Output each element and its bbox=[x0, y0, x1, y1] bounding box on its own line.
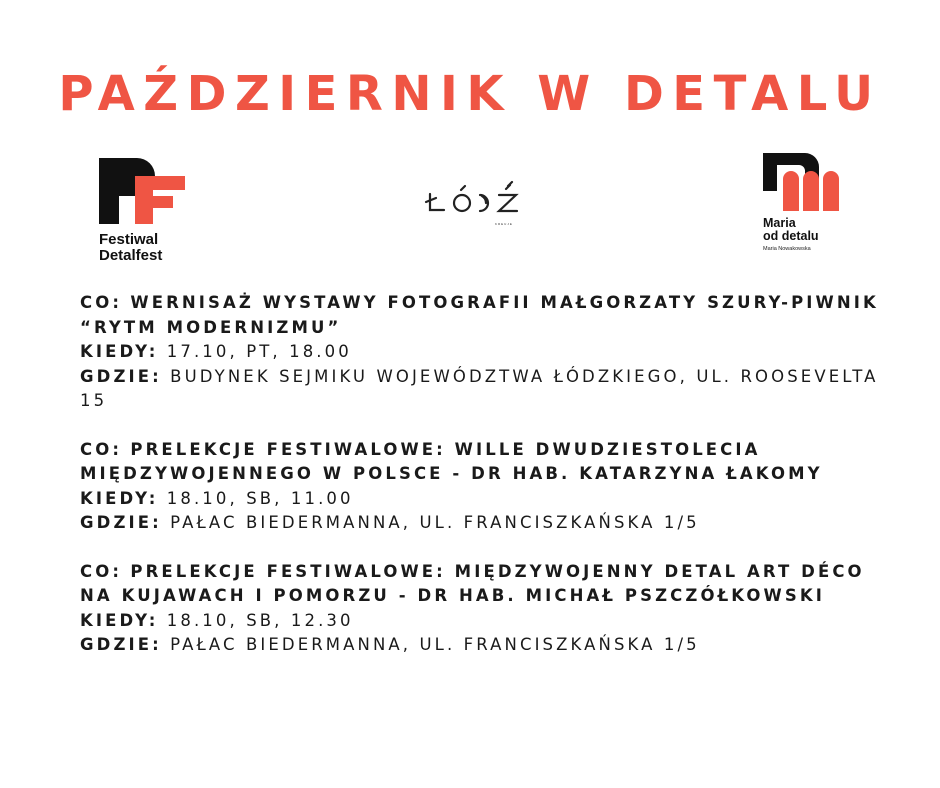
lodz-wordmark-icon bbox=[424, 180, 524, 222]
festiwal-logo-line1: Festiwal bbox=[99, 231, 159, 248]
maria-logo-line2: od detalu bbox=[763, 229, 819, 243]
event-item bbox=[80, 560, 880, 658]
kiedy-value: 18.10, SB, 12.30 bbox=[166, 610, 354, 630]
ff-monogram-icon bbox=[99, 158, 189, 228]
gdzie-label: GDZIE: bbox=[80, 635, 162, 654]
gdzie-value: BUDYNEK SEJMIKU WOJEWÓDZTWA ŁÓDZKIEGO, UL. ROOSEVELTA 15 bbox=[80, 366, 879, 410]
lodz-logo bbox=[424, 180, 524, 230]
co-value: WERNISAŻ WYSTAWY FOTOGRAFII MAŁGORZATY SZURY-PIWNIK “RYTM MODERNIZMU” bbox=[80, 293, 879, 337]
event-co bbox=[80, 560, 880, 609]
co-value: PRELEKCJE FESTIWALOWE: WILLE DWUDZIESTOLECIA MIĘDZYWOJENNEGO W POLSCE - DR HAB. KATARZYNA ŁAKOMY bbox=[80, 439, 823, 483]
event-kiedy bbox=[80, 340, 880, 365]
co-label: CO: bbox=[80, 293, 123, 312]
co-label: CO: bbox=[80, 439, 123, 459]
event-kiedy bbox=[80, 609, 880, 634]
event-gdzie bbox=[80, 365, 880, 414]
page-title: PAŹDZIERNIK W DETALU bbox=[58, 66, 882, 122]
kiedy-label: KIEDY: bbox=[80, 488, 159, 508]
gdzie-value: PAŁAC BIEDERMANNA, UL. FRANCISZKAŃSKA 1/5 bbox=[170, 513, 700, 532]
co-label: CO: bbox=[80, 561, 123, 581]
event-kiedy bbox=[80, 487, 880, 512]
events-list bbox=[80, 291, 880, 682]
lodz-logo-sub: KREUJE bbox=[495, 222, 513, 226]
festiwal-logo-line2: Detalfest bbox=[99, 247, 163, 264]
event-gdzie bbox=[80, 511, 880, 536]
event-gdzie bbox=[80, 633, 880, 658]
event-item bbox=[80, 438, 880, 536]
kiedy-value: 18.10, SB, 11.00 bbox=[166, 488, 354, 508]
gdzie-value: PAŁAC BIEDERMANNA, UL. FRANCISZKAŃSKA 1/5 bbox=[170, 635, 700, 654]
event-item bbox=[80, 291, 880, 414]
maria-logo-text bbox=[763, 217, 819, 243]
festiwal-detalfest-logo bbox=[99, 158, 191, 268]
maria-od-detalu-logo bbox=[763, 153, 843, 257]
kiedy-label: KIEDY: bbox=[80, 342, 159, 361]
gdzie-label: GDZIE: bbox=[80, 366, 162, 386]
maria-logo-sub: Maria Nowakowska bbox=[763, 246, 811, 252]
co-value: PRELEKCJE FESTIWALOWE: MIĘDZYWOJENNY DETAL ART DÉCO NA KUJAWACH I POMORZU - DR HAB. MICHAŁ PSZCZÓŁKOWSKI bbox=[80, 561, 865, 605]
event-co bbox=[80, 291, 880, 340]
kiedy-value: 17.10, PT, 18.00 bbox=[166, 342, 352, 361]
event-co bbox=[80, 438, 880, 487]
maria-logo-line1: Maria bbox=[763, 216, 796, 230]
festiwal-logo-text bbox=[99, 232, 162, 264]
kiedy-label: KIEDY: bbox=[80, 610, 159, 630]
maria-m-icon bbox=[763, 153, 843, 213]
gdzie-label: GDZIE: bbox=[80, 513, 162, 532]
